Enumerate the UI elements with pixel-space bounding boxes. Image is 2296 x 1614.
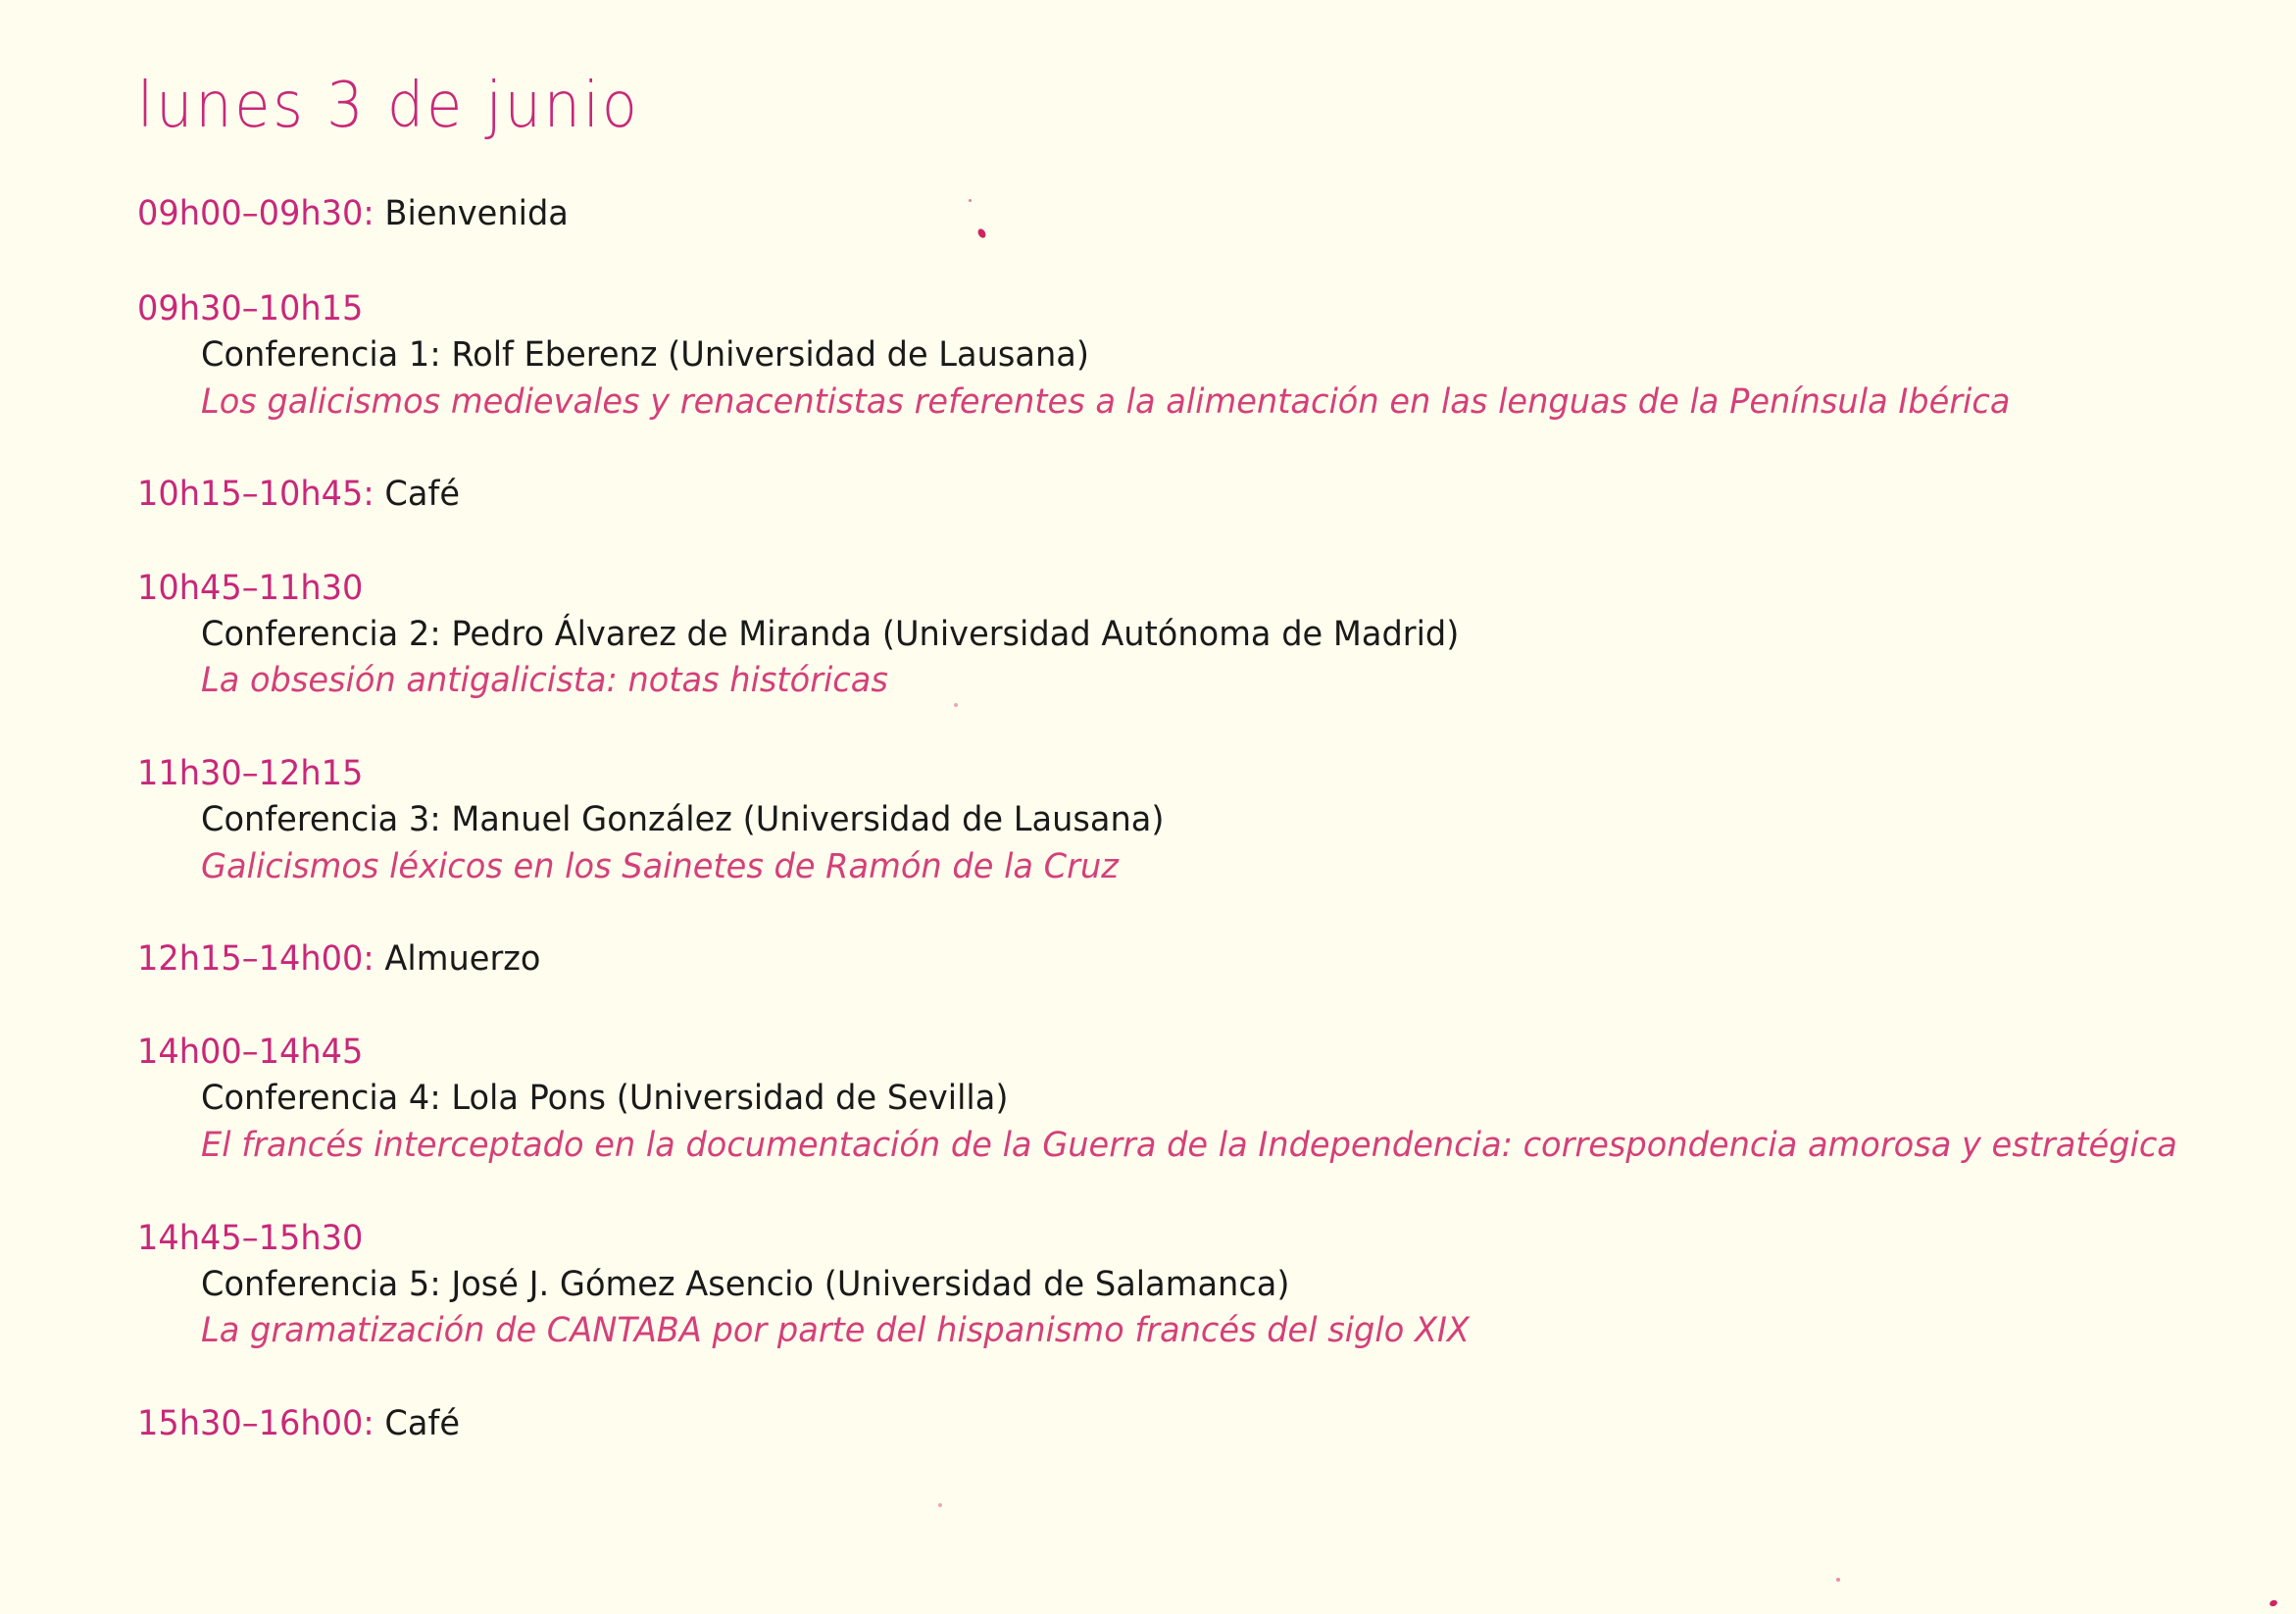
session-label: Café xyxy=(384,475,460,514)
ink-speck xyxy=(976,227,987,239)
time-range: 11h30–12h15 xyxy=(137,754,364,793)
ink-speck xyxy=(969,199,972,202)
session-label: Almuerzo xyxy=(384,939,541,979)
schedule-item-coffee xyxy=(137,475,460,514)
conference-speaker: Conferencia 2: Pedro Álvarez de Miranda (Universidad Autónoma de Madrid) xyxy=(201,615,1460,654)
time-range: 10h45–11h30 xyxy=(137,569,364,608)
schedule-item-coffee xyxy=(137,1404,460,1443)
time-range: 09h00–09h30 xyxy=(137,194,364,233)
session-label: Café xyxy=(384,1404,460,1443)
time-separator: : xyxy=(363,194,374,233)
talk-title: La obsesión antigalicista: notas históricas xyxy=(201,661,888,700)
time-separator: : xyxy=(363,1404,374,1443)
session-label: Bienvenida xyxy=(384,194,569,233)
conference-speaker: Conferencia 1: Rolf Eberenz (Universidad de Lausana) xyxy=(201,335,1089,375)
time-separator: : xyxy=(363,939,374,979)
schedule-item-lunch xyxy=(137,939,540,979)
time-range: 15h30–16h00 xyxy=(137,1404,364,1443)
conference-speaker: Conferencia 4: Lola Pons (Universidad de Sevilla) xyxy=(201,1079,1009,1118)
schedule-item-welcome xyxy=(137,194,569,233)
talk-title: Los galicismos medievales y renacentistas referentes a la alimentación en las lenguas de la Península Ibérica xyxy=(201,382,2011,422)
time-separator: : xyxy=(363,475,374,514)
talk-title: La gramatización de CANTABA por parte del hispanismo francés del siglo XIX xyxy=(201,1311,1470,1350)
time-range: 12h15–14h00 xyxy=(137,939,364,979)
ink-speck xyxy=(954,703,958,707)
conference-speaker: Conferencia 3: Manuel González (Universidad de Lausana) xyxy=(201,800,1165,839)
time-range: 14h45–15h30 xyxy=(137,1219,364,1258)
ink-speck xyxy=(1836,1578,1840,1582)
ink-speck xyxy=(2269,1599,2278,1607)
time-range: 09h30–10h15 xyxy=(137,289,364,328)
conference-speaker: Conferencia 5: José J. Gómez Asencio (Universidad de Salamanca) xyxy=(201,1265,1290,1304)
time-range: 10h15–10h45 xyxy=(137,475,364,514)
talk-title: Galicismos léxicos en los Sainetes de Ramón de la Cruz xyxy=(201,847,1119,886)
time-range: 14h00–14h45 xyxy=(137,1033,364,1072)
page-title: lunes 3 de junio xyxy=(137,70,640,142)
talk-title: El francés interceptado en la documentación de la Guerra de la Independencia: correspondencia amorosa y estratégica xyxy=(201,1126,2177,1165)
ink-speck xyxy=(938,1503,942,1507)
